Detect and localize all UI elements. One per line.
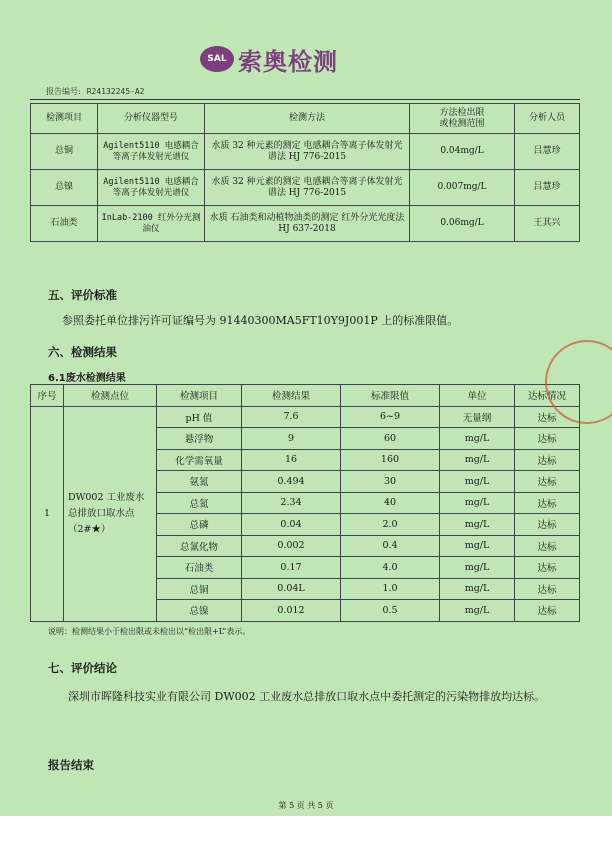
- header-cell: 检测项目: [31, 104, 98, 134]
- status-cell: 达标: [515, 471, 580, 493]
- header-cell: 分析仪器型号: [98, 104, 205, 134]
- item-cell: 总磷: [157, 514, 242, 536]
- table-row: [31, 134, 580, 170]
- method-cell: 水质 32 种元素的测定 电感耦合等离子体发射光谱法 HJ 776-2015: [205, 134, 410, 170]
- limit-cell: 0.4: [341, 535, 440, 557]
- report-number: [46, 86, 145, 97]
- logo-badge: SAL: [200, 46, 234, 72]
- item-cell: pH 值: [157, 406, 242, 428]
- analyst-cell: 吕慧珍: [515, 170, 580, 206]
- header-cell: 单位: [440, 385, 515, 407]
- unit-cell: mg/L: [440, 557, 515, 579]
- unit-cell: mg/L: [440, 428, 515, 450]
- result-cell: 0.04: [242, 514, 341, 536]
- section6-title: 六、检测结果: [48, 345, 117, 359]
- brand-logo: [200, 42, 338, 76]
- result-cell: 2.34: [242, 492, 341, 514]
- report-number-label: 报告编号:: [46, 87, 81, 96]
- limit-cell: 30: [341, 471, 440, 493]
- limit-cell: 6~9: [341, 406, 440, 428]
- item-cell: 总镍: [31, 170, 98, 206]
- section5-text: 参照委托单位排污许可证编号为 91440300MA5FT10Y9J001P 上的标准限值。: [62, 314, 459, 327]
- unit-cell: mg/L: [440, 514, 515, 536]
- unit-cell: mg/L: [440, 492, 515, 514]
- result-cell: 0.002: [242, 535, 341, 557]
- header-cell: 标准限值: [341, 385, 440, 407]
- page-footer: 第 5 页 共 5 页: [278, 801, 334, 810]
- unit-cell: mg/L: [440, 578, 515, 600]
- limit-cell: 60: [341, 428, 440, 450]
- result-cell: 7.6: [242, 406, 341, 428]
- status-cell: 达标: [515, 600, 580, 622]
- report-number-value: R24132245-A2: [86, 87, 145, 96]
- header-cell: 方法检出限 或检测范围: [410, 104, 515, 134]
- result-cell: 0.494: [242, 471, 341, 493]
- item-cell: 总氮: [157, 492, 242, 514]
- status-cell: 达标: [515, 428, 580, 450]
- brand-name: 索奥检测: [238, 47, 338, 76]
- instrument-cell: Agilent5110 电感耦合等离子体发射光谱仪: [98, 134, 205, 170]
- limit-cell: 0.04mg/L: [410, 134, 515, 170]
- table-note: 说明：检测结果小于检出限或未检出以“检出限+L”表示。: [48, 627, 251, 636]
- table-row: [31, 170, 580, 206]
- instrument-cell: InLab-2100 红外分光测油仪: [98, 206, 205, 242]
- section7-text: 深圳市晖隆科技实业有限公司 DW002 工业废水总排放口取水点中委托测定的污染物排放均达标。: [68, 690, 546, 703]
- section7-title: 七、评价结论: [48, 661, 117, 675]
- status-cell: 达标: [515, 535, 580, 557]
- unit-cell: 无量纲: [440, 406, 515, 428]
- instrument-cell: Agilent5110 电感耦合等离子体发射光谱仪: [98, 170, 205, 206]
- result-cell: 9: [242, 428, 341, 450]
- limit-cell: 0.5: [341, 600, 440, 622]
- result-cell: 0.04L: [242, 578, 341, 600]
- limit-cell: 2.0: [341, 514, 440, 536]
- header-cell: 检测点位: [64, 385, 157, 407]
- header-cell: 序号: [31, 385, 64, 407]
- seq-cell: 1: [31, 406, 64, 621]
- item-cell: 总氰化物: [157, 535, 242, 557]
- method-cell: 水质 32 种元素的测定 电感耦合等离子体发射光谱法 HJ 776-2015: [205, 170, 410, 206]
- limit-cell: 1.0: [341, 578, 440, 600]
- status-cell: 达标: [515, 557, 580, 579]
- method-table-header: [31, 104, 580, 134]
- section6-subtitle: 6.1废水检测结果: [48, 373, 126, 384]
- limit-cell: 40: [341, 492, 440, 514]
- result-cell: 0.012: [242, 600, 341, 622]
- item-cell: 总铜: [157, 578, 242, 600]
- results-table: [30, 384, 580, 622]
- unit-cell: mg/L: [440, 471, 515, 493]
- unit-cell: mg/L: [440, 535, 515, 557]
- status-cell: 达标: [515, 578, 580, 600]
- status-cell: 达标: [515, 492, 580, 514]
- unit-cell: mg/L: [440, 449, 515, 471]
- status-cell: 达标: [515, 406, 580, 428]
- item-cell: 石油类: [31, 206, 98, 242]
- status-cell: 达标: [515, 514, 580, 536]
- analyst-cell: 吕慧珍: [515, 134, 580, 170]
- item-cell: 石油类: [157, 557, 242, 579]
- item-cell: 总镍: [157, 600, 242, 622]
- limit-cell: 160: [341, 449, 440, 471]
- result-cell: 16: [242, 449, 341, 471]
- method-cell: 水质 石油类和动植物油类的测定 红外分光光度法 HJ 637-2018: [205, 206, 410, 242]
- item-cell: 化学需氧量: [157, 449, 242, 471]
- header-cell: 分析人员: [515, 104, 580, 134]
- limit-cell: 0.007mg/L: [410, 170, 515, 206]
- results-table-header: [31, 385, 580, 407]
- item-cell: 总铜: [31, 134, 98, 170]
- table-row: [31, 206, 580, 242]
- status-cell: 达标: [515, 449, 580, 471]
- item-cell: 悬浮物: [157, 428, 242, 450]
- point-cell: DW002 工业废水总排放口取水点（2#★）: [64, 406, 157, 621]
- header-divider: [30, 99, 580, 100]
- item-cell: 氨氮: [157, 471, 242, 493]
- table-row: [31, 406, 580, 428]
- unit-cell: mg/L: [440, 600, 515, 622]
- header-cell: 检测方法: [205, 104, 410, 134]
- analyst-cell: 王其兴: [515, 206, 580, 242]
- limit-cell: 0.06mg/L: [410, 206, 515, 242]
- header-cell: 检测项目: [157, 385, 242, 407]
- method-table: [30, 103, 580, 242]
- result-cell: 0.17: [242, 557, 341, 579]
- header-cell: 检测结果: [242, 385, 341, 407]
- report-end: 报告结束: [48, 758, 94, 772]
- limit-cell: 4.0: [341, 557, 440, 579]
- section5-title: 五、评价标准: [48, 288, 117, 302]
- header-cell: 达标情况: [515, 385, 580, 407]
